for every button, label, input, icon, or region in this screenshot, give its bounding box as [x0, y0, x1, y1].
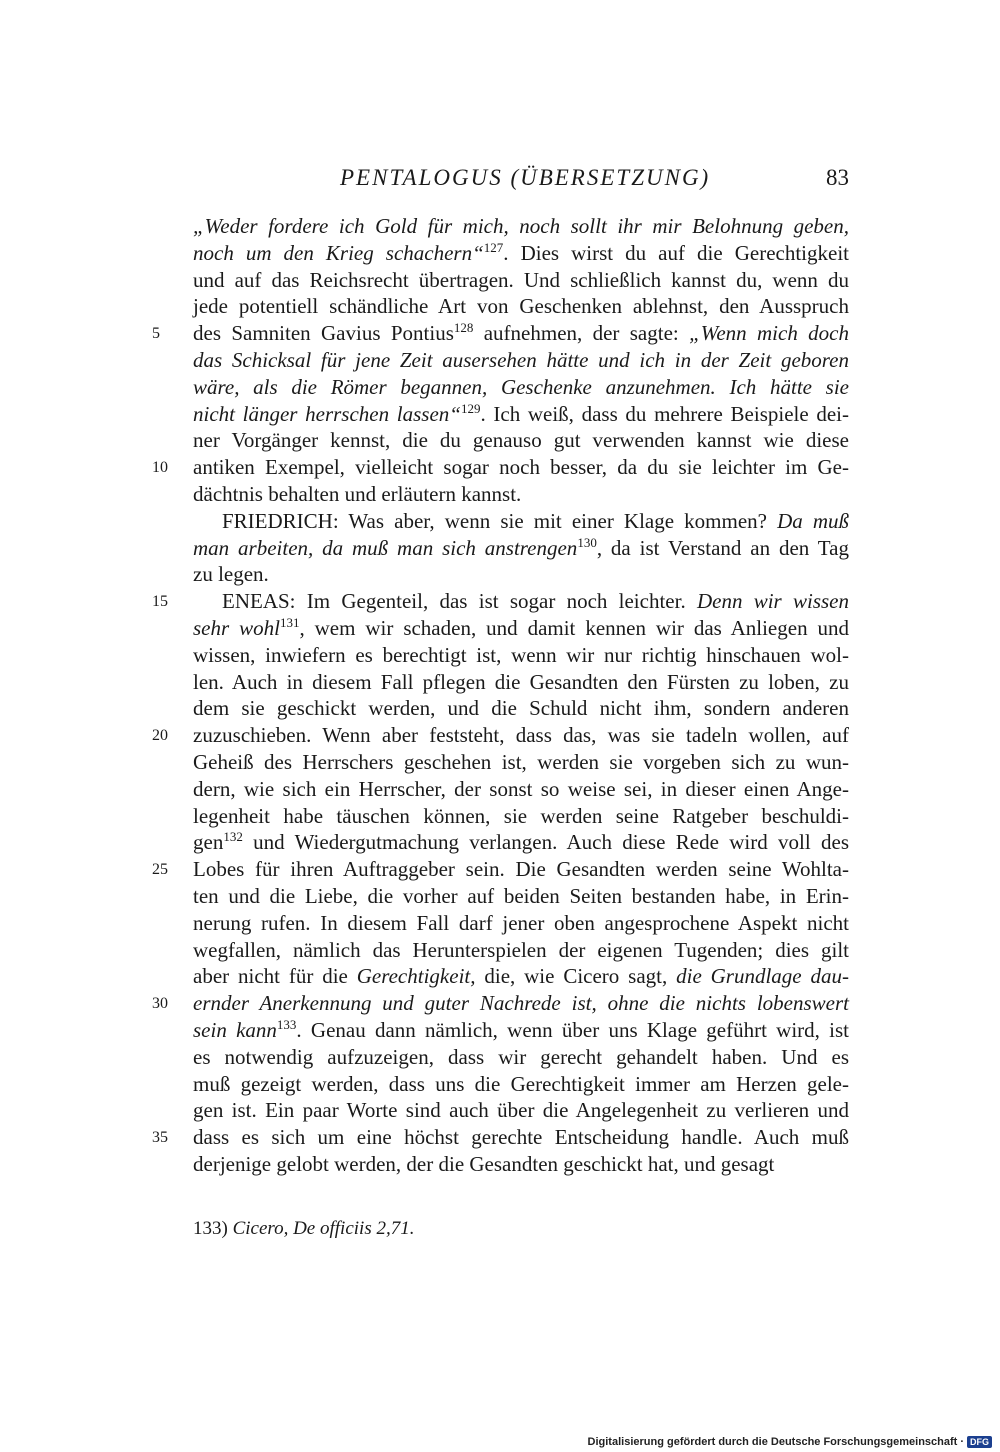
- text-line: [193, 1097, 849, 1124]
- body-text: [193, 213, 849, 1178]
- quotation-text: Da muß: [777, 508, 849, 533]
- text-segment: , da ist Verstand an den Tag: [596, 535, 849, 560]
- text-line: [193, 293, 849, 320]
- text-segment: und Wiedergutmachung verlangen. Auch diese Rede wird voll des: [242, 830, 849, 855]
- text-segment: dächtnis behalten und erläutern kannst.: [193, 481, 522, 506]
- text-line: [193, 240, 849, 267]
- text-line: [193, 642, 849, 669]
- line-number: 15: [152, 593, 168, 611]
- text-segment: ten und die Liebe, die vorher auf beiden Seiten bestanden habe, in Erin-: [193, 883, 849, 908]
- page-number: 83: [826, 165, 849, 190]
- dfg-banner-text: Digitalisierung gefördert durch die Deutsche Forschungsgemeinschaft: [587, 1436, 958, 1448]
- text-segment: aber nicht für die: [193, 964, 357, 989]
- text-line: [193, 722, 849, 749]
- footnote-reference: 131: [279, 614, 300, 630]
- text-segment: wissen, inwiefern es berechtigt ist, wenn wir nur richtig hinschauen wol-: [193, 642, 849, 667]
- running-title: PENTALOGUS (ÜBERSETZUNG): [340, 165, 711, 190]
- text-line: [193, 910, 849, 937]
- text-line: [193, 803, 849, 830]
- text-segment: , wem wir schaden, und damit kennen wir das Anliegen und: [299, 615, 850, 640]
- line-number: 5: [152, 325, 160, 343]
- text-segment: jede potentiell schändliche Art von Geschenken ablehnst, den Ausspruch: [193, 294, 849, 319]
- footnote-133: [193, 1218, 414, 1240]
- quotation-text: sehr wohl: [193, 615, 280, 640]
- text-line: [193, 1071, 849, 1098]
- text-line: [193, 401, 849, 428]
- text-line: [193, 669, 849, 696]
- dfg-logo: DFG: [967, 1436, 992, 1448]
- quotation-text: Denn wir wissen: [696, 589, 849, 614]
- text-line: [193, 561, 849, 588]
- text-segment: Geheiß des Herrschers geschehen ist, werden sie vorgeben sich zu wun-: [193, 749, 849, 774]
- text-line: [193, 990, 849, 1017]
- quotation-text: nicht länger herrschen lassen“: [193, 401, 461, 426]
- text-segment: Lobes für ihren Auftraggeber sein. Die Gesandten werden seine Wohlta-: [193, 857, 849, 882]
- text-line: [193, 427, 849, 454]
- line-number: 25: [152, 861, 168, 879]
- text-line: [193, 588, 849, 615]
- line-number: 35: [152, 1129, 168, 1147]
- text-line: [193, 829, 849, 856]
- text-line: [193, 267, 849, 294]
- footnote-citation: Cicero, De officiis 2,71.: [232, 1218, 415, 1239]
- text-line: [193, 320, 849, 347]
- text-segment: gen: [193, 830, 224, 855]
- quotation-text: „Weder fordere ich Gold für mich, noch sollt ihr mir Belohnung geben,: [193, 214, 849, 238]
- text-segment: ner Vorgänger kennst, die du genauso gut verwenden kannst wie diese: [193, 428, 849, 453]
- text-line: [193, 535, 849, 562]
- quotation-text: man arbeiten, da muß man sich anstrengen: [193, 535, 578, 560]
- text-segment: . Dies wirst du auf die Gerechtigkeit: [503, 240, 849, 265]
- text-segment: dass es sich um eine höchst gerechte Entscheidung handle. Auch muß: [193, 1125, 849, 1150]
- line-number: 20: [152, 727, 168, 745]
- text-segment: FRIEDRICH: Was aber, wenn sie mit einer Klage kommen?: [222, 508, 778, 533]
- footnote-reference: 127: [483, 239, 504, 255]
- text-line: [193, 776, 849, 803]
- footnote-reference: 129: [460, 400, 481, 416]
- text-segment: zu legen.: [193, 562, 269, 587]
- text-line: [193, 1151, 849, 1178]
- quotation-text: noch um den Krieg schachern“: [193, 240, 484, 265]
- footnote-reference: 128: [453, 320, 474, 336]
- text-line: [193, 481, 849, 508]
- text-segment: es notwendig aufzuzeigen, dass wir gerecht gehandelt haben. Und es: [193, 1044, 849, 1069]
- quotation-text: wäre, als die Römer begannen, Geschenke anzunehmen. Ich hätte sie: [193, 374, 849, 399]
- text-line: [193, 883, 849, 910]
- text-segment: . Genau dann nämlich, wenn über uns Klage geführt wird, ist: [296, 1017, 849, 1042]
- text-line: [193, 1044, 849, 1071]
- text-line: [193, 374, 849, 401]
- text-line: [193, 1017, 849, 1044]
- text-segment: muß gezeigt werden, dass uns die Gerechtigkeit immer am Herzen gele-: [193, 1071, 849, 1096]
- text-segment: aufnehmen, der sagte:: [473, 321, 690, 346]
- text-line: [193, 963, 849, 990]
- footnote-number: 133): [193, 1218, 228, 1239]
- quotation-text: ernder Anerkennung und guter Nachrede ist, ohne die nichts lobenswert: [193, 991, 849, 1016]
- text-line: [193, 695, 849, 722]
- text-segment: legenheit habe täuschen können, sie werden seine Ratgeber beschuldi-: [193, 803, 849, 828]
- text-line: [193, 749, 849, 776]
- line-number: 10: [152, 459, 168, 477]
- text-segment: des Samniten Gavius Pontius: [193, 321, 454, 346]
- text-line: [193, 856, 849, 883]
- text-line: [193, 508, 849, 535]
- text-segment: antiken Exempel, vielleicht sogar noch besser, da du sie leichter im Ge-: [193, 455, 849, 480]
- text-segment: die, wie Cicero sagt,: [475, 964, 677, 989]
- text-line: [193, 213, 849, 240]
- footnote-reference: 132: [223, 829, 243, 845]
- line-number: 30: [152, 995, 168, 1013]
- text-segment: und auf das Reichsrecht übertragen. Und schließlich kannst du, wenn du: [193, 267, 849, 292]
- text-line: [193, 454, 849, 481]
- text-segment: dern, wie sich ein Herrscher, der sonst so weise sei, in dieser einen Ange-: [193, 776, 849, 801]
- text-segment: nerung rufen. In diesem Fall darf jener oben angesprochene Aspekt nicht: [193, 910, 849, 935]
- text-segment: gen ist. Ein paar Worte sind auch über die Angelegenheit zu verlieren und: [193, 1098, 849, 1123]
- text-segment: zuzuschieben. Wenn aber feststeht, dass das, was sie tadeln wollen, auf: [193, 723, 849, 748]
- text-segment: len. Auch in diesem Fall pflegen die Gesandten den Fürsten zu loben, zu: [193, 669, 849, 694]
- text-segment: . Ich weiß, dass du mehrere Beispiele dei-: [480, 401, 849, 426]
- quotation-text: sein kann: [193, 1017, 277, 1042]
- footnote-reference: 133: [276, 1016, 297, 1032]
- text-line: [193, 1124, 849, 1151]
- text-line: [193, 347, 849, 374]
- quotation-text: das Schicksal für jene Zeit ausersehen hätte und ich in der Zeit geboren: [193, 347, 849, 372]
- text-line: [193, 937, 849, 964]
- dfg-funding-banner: Digitalisierung gefördert durch die Deutsche Forschungsgemeinschaft · DFG: [588, 1436, 992, 1448]
- text-segment: dem sie geschickt werden, und die Schuld nicht ihm, sondern anderen: [193, 696, 849, 721]
- text-segment: ENEAS: Im Gegenteil, das ist sogar noch leichter.: [222, 589, 697, 614]
- text-segment: derjenige gelobt werden, der die Gesandten geschickt hat, und gesagt: [193, 1151, 775, 1176]
- text-segment: wegfallen, nämlich das Herunterspielen der eigenen Tugenden; dies gilt: [193, 937, 849, 962]
- quotation-text: Gerechtigkeit,: [356, 964, 476, 989]
- footnote-reference: 130: [577, 534, 597, 550]
- quotation-text: die Grundlage dau-: [676, 964, 849, 989]
- text-line: [193, 615, 849, 642]
- quotation-text: „Wenn mich doch: [689, 321, 849, 346]
